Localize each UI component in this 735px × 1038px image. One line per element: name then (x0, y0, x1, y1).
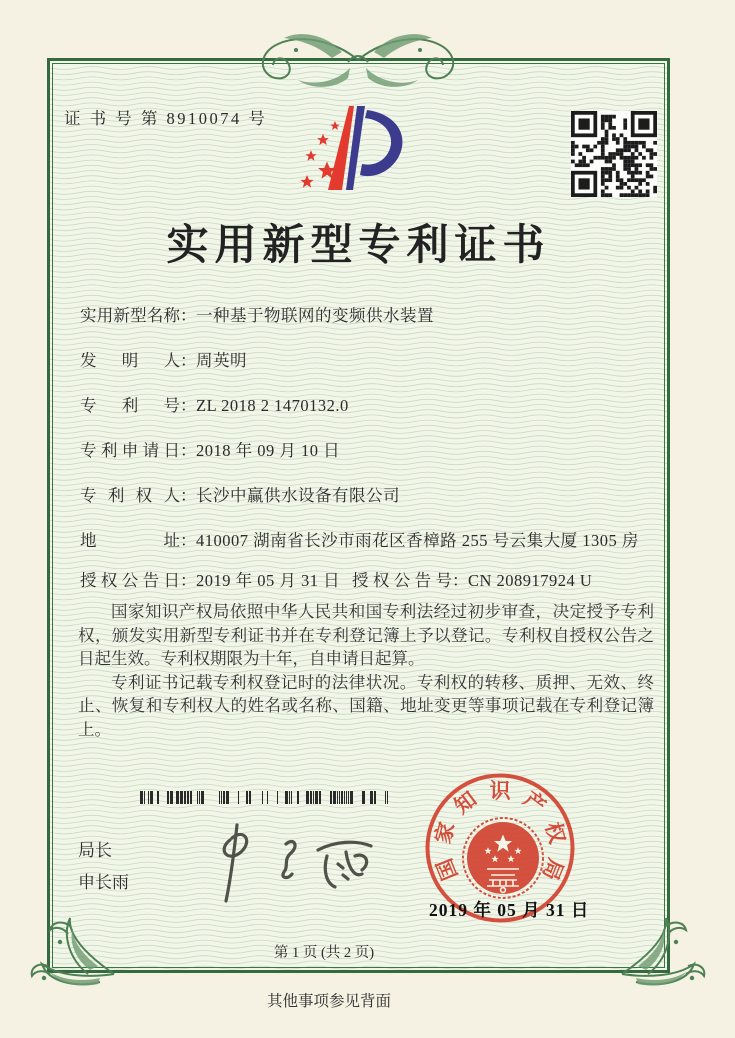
field-patentee (80, 482, 400, 504)
field-value: 2018 年 09 月 10 日 (196, 441, 341, 460)
field-colon: ： (180, 396, 197, 415)
field-colon: ： (180, 306, 197, 325)
top-scroll-ornament-icon (238, 26, 478, 94)
field-colon: ： (180, 441, 197, 460)
legal-paragraph-2: 专利证书记载专利权登记时的法律状况。专利权的转移、质押、无效、终止、恢复和专利权人的姓名或名称、国籍、地址变更等事项记载在专利登记簿上。 (78, 672, 654, 739)
svg-text:产: 产 (518, 786, 551, 819)
field-colon: ： (180, 486, 197, 505)
svg-text:家: 家 (430, 819, 460, 847)
svg-text:识: 识 (489, 779, 511, 803)
qr-code-icon (571, 111, 657, 197)
director-signature-icon (180, 808, 400, 908)
field-grant-number (352, 567, 592, 591)
field-value: 一种基于物联网的变频供水装置 (196, 306, 434, 325)
field-inventor (80, 347, 247, 369)
legal-paragraph-1: 国家知识产权局依照中华人民共和国专利法经过初步审查，决定授予专利权，颁发实用新型专利证书并在专利登记簿上予以登记。专利权自授权公告之日起生效。专利权期限为十年，自申请日起算。 (78, 602, 654, 668)
field-value: CN 208917924 U (468, 571, 593, 590)
field-value: 2019 年 05 月 31 日 (196, 571, 341, 590)
certificate-title: 实用新型专利证书 (166, 223, 551, 269)
seal-date: 2019 年 05 月 31 日 (429, 900, 590, 920)
field-value: ZL 2018 2 1470132.0 (196, 396, 349, 415)
legal-text-block (78, 600, 654, 741)
field-label: 地址 (80, 531, 180, 550)
certificate-number: 证 书 号 第 8910074 号 (64, 109, 268, 128)
field-colon: ： (452, 571, 469, 590)
svg-text:知: 知 (449, 786, 482, 819)
field-label: 授权公告日 (80, 571, 180, 590)
signer-title: 局长 (78, 841, 112, 860)
field-application-date (80, 437, 340, 459)
field-value: 周英明 (196, 351, 247, 370)
cnipa-patent-logo-icon (292, 98, 412, 200)
field-label: 专利申请日 (80, 441, 180, 460)
field-address (80, 527, 639, 549)
field-label: 授权公告号 (352, 571, 452, 590)
field-value: 410007 湖南省长沙市雨花区香樟路 255 号云集大厦 1305 房 (196, 531, 639, 550)
svg-text:国: 国 (432, 855, 463, 884)
field-label: 专利权人 (80, 486, 180, 505)
field-label: 专利号 (80, 396, 180, 415)
barcode-icon (140, 791, 392, 804)
field-utility-model-name (80, 302, 434, 324)
svg-text:局: 局 (537, 855, 568, 884)
field-label: 发明人 (80, 351, 180, 370)
field-value: 长沙中赢供水设备有限公司 (196, 486, 400, 505)
field-patent-number (80, 392, 349, 414)
svg-text:权: 权 (540, 819, 570, 847)
field-colon: ： (180, 571, 197, 590)
field-colon: ： (180, 351, 197, 370)
field-grant-date-and-number (80, 567, 593, 590)
field-label: 实用新型名称 (80, 306, 180, 325)
signer-name: 申长雨 (78, 873, 129, 892)
field-colon: ： (180, 531, 197, 550)
page-number: 第 1 页 (共 2 页) (273, 945, 375, 961)
see-back-note: 其他事项参见背面 (266, 993, 391, 1010)
